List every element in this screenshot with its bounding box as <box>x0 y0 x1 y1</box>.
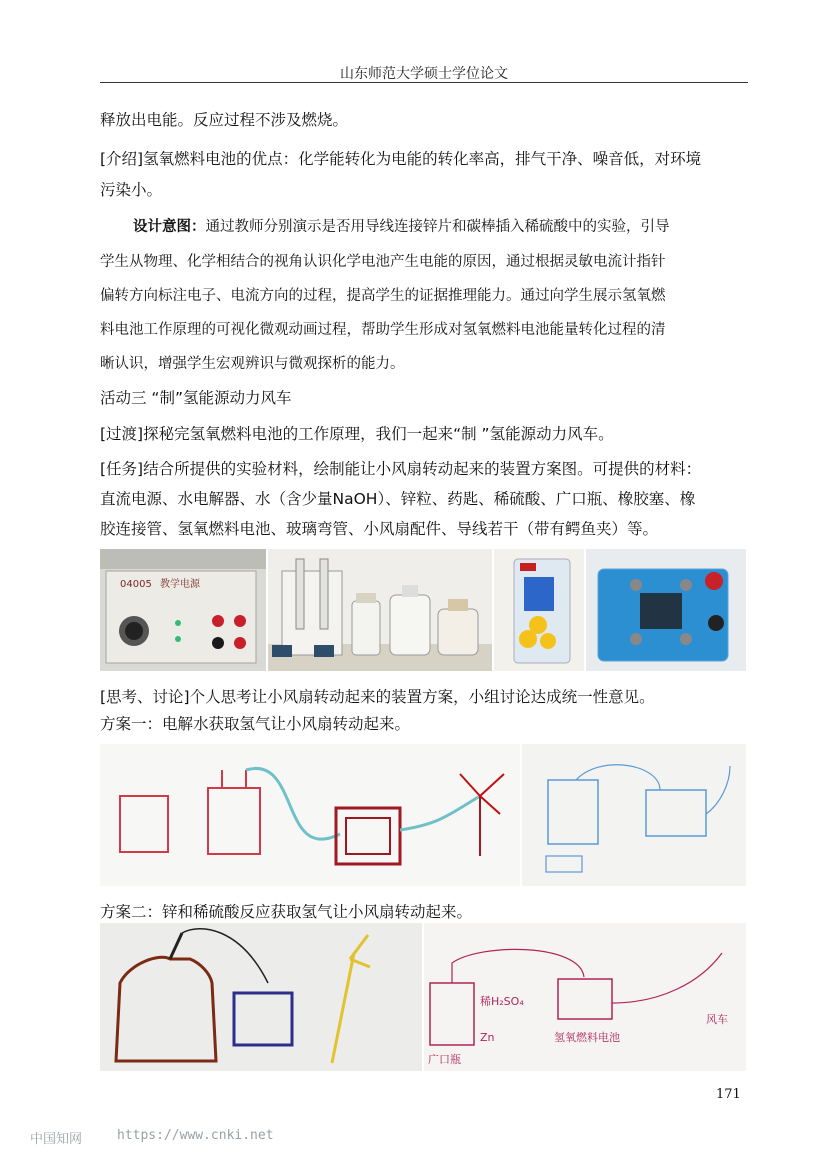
cnki-logo-text: 中国知网 <box>30 1132 83 1147</box>
plan-two-sketch-photo <box>100 923 746 1071</box>
paragraph-line: 直流电源、水电解器、水（含少量NaOH）、锌粒、药匙、稀硫酸、广口瓶、橡胶塞、橡 <box>100 490 696 508</box>
power-supply-model: 04005 <box>120 579 152 590</box>
paragraph-line: [任务]结合所提供的实验材料，绘制能让小风扇转动起来的装置方案图。可提供的材料： <box>100 460 702 478</box>
plan-one-left-sketch <box>100 744 520 886</box>
fan-parts-photo <box>494 549 584 671</box>
fan-label: 风车 <box>706 1013 728 1026</box>
plan-one-right-sketch <box>522 744 746 886</box>
fuel-cell-photo <box>586 549 746 671</box>
design-intent-line: 晰认识，增强学生宏观辨识与微观探析的能力。 <box>100 356 405 372</box>
design-intent-text: 通过教师分别演示是否用导线连接锌片和碳棒插入稀硫酸中的实验，引导 <box>205 219 670 235</box>
paragraph-line: 胶连接管、氢氧燃料电池、玻璃弯管、小风扇配件、导线若干（带有鳄鱼夹）等。 <box>100 520 659 538</box>
h2so4-label: 稀H₂SO₄ <box>480 995 524 1008</box>
paragraph-line: 释放出电能。反应过程不涉及燃烧。 <box>100 111 349 129</box>
plan-two-right-sketch <box>424 923 746 1071</box>
activity-heading: 活动三 “制”氢能源动力风车 <box>100 389 292 407</box>
power-supply-photo <box>100 549 266 671</box>
running-header: 山东师范大学硕士学位论文 <box>340 66 508 82</box>
paragraph-line: 污染小。 <box>100 181 163 199</box>
plan-one-heading: 方案一：电解水获取氢气让小风扇转动起来。 <box>100 715 411 733</box>
plan-one-sketch-photo <box>100 744 746 886</box>
design-intent-line: 偏转方向标注电子、电流方向的过程，提高学生的证据推理能力。通过向学生展示氢氧燃 <box>100 288 666 304</box>
cnki-url[interactable]: https://www.cnki.net <box>117 1128 274 1143</box>
fuel-cell-label: 氢氧燃料电池 <box>554 1031 620 1044</box>
design-intent-line: 料电池工作原理的可视化微观动画过程，帮助学生形成对氢氧燃料电池能量转化过程的清 <box>100 322 666 338</box>
plan-two-heading: 方案二：锌和稀硫酸反应获取氢气让小风扇转动起来。 <box>100 903 473 921</box>
design-intent-label: 设计意图： <box>133 218 206 235</box>
power-supply-name: 教学电源 <box>160 579 200 590</box>
plan-two-left-sketch <box>100 923 422 1071</box>
design-intent-line: 学生从物理、化学相结合的视角认识化学电池产生电能的原因，通过根据灵敏电流计指针 <box>100 254 666 270</box>
electrolyzer-bottles-photo <box>268 549 492 671</box>
paragraph-line: [介绍]氢氧燃料电池的优点：化学能转化为电能的转化率高，排气干净、噪音低，对环境 <box>100 150 702 168</box>
page-number: 171 <box>716 1087 741 1102</box>
paragraph-line: [过渡]探秘完氢氧燃料电池的工作原理，我们一起来“制 ”氢能源动力风车。 <box>100 425 614 443</box>
wide-bottle-label: 广口瓶 <box>428 1053 461 1066</box>
materials-photo-strip <box>100 549 746 671</box>
header-rule <box>100 82 748 83</box>
paragraph-line: [思考、讨论]个人思考让小风扇转动起来的装置方案，小组讨论达成统一性意见。 <box>100 688 655 706</box>
zinc-label: Zn <box>480 1031 495 1044</box>
design-intent-line <box>133 217 670 237</box>
